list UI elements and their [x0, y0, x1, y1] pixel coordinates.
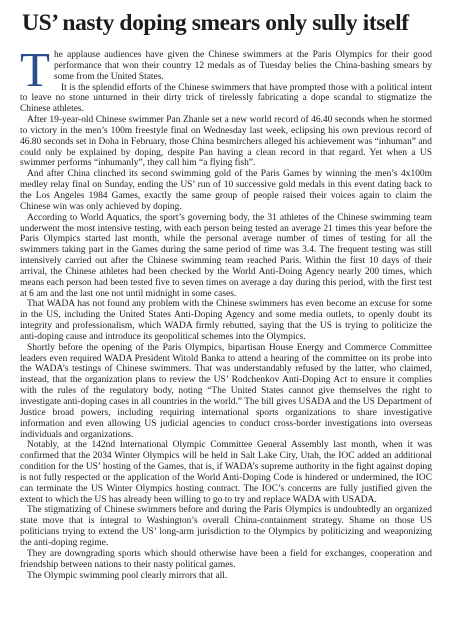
paragraph-2: It is the splendid efforts of the Chinese swimmers that have prompted those with a political intent to leave no stone unturned in their dirty trick of tirelessly fabricating a dope scandal to stigmatize the Chinese athletes.: [20, 82, 432, 115]
paragraph-4: And after China clinched its second swimming gold of the Paris Games by winning the men’s 4x100m medley relay final on Sunday, ending the US’ run of 10 successive gold medals in this event dating back to the Los Angeles 1984 Games, exactly the same group of people raised their voices again to claim the Chinese win was only achieved by doping.: [20, 169, 432, 212]
paragraph-1: [20, 42, 432, 97]
paragraph-1-text: he applause audiences have given the Chinese swimmers at the Paris Olympics for their good performance that won their country 12 medals as of Tuesday belies the China-bashing smears by some from the United States.: [53, 50, 432, 82]
paragraph-3: After 19-year-old Chinese swimmer Pan Zhanle set a new world record of 46.40 seconds when he stormed to victory in the men’s 100m freestyle final on Wednesday last week, eclipsing his own previous record of 46.80 seconds set in Doha in February, those China besmirchers alleged his achievement was “inhuman” and could only be explained by doping, despite Pan having a clean record in that regard. Yet when a US swimmer performs “inhumanly”, they call him “a flying fish”.: [20, 115, 432, 169]
paragraph-10: They are downgrading sports which should otherwise have been a field for exchanges, cooperation and friendship between nations to their nasty political games.: [20, 548, 432, 570]
paragraph-9: The stigmatizing of Chinese swimmers before and during the Paris Olympics is undoubtedly an organized state move that is integral to Washington’s overall China-containment strategy. Shame on those US politicians trying to extend the US’ long-arm jurisdiction to the Olympics by politicizing and weaponizing the anti-doping regime.: [20, 505, 432, 548]
paragraph-11: The Olympic swimming pool clearly mirrors that all.: [27, 570, 228, 581]
paragraph-5: According to World Aquatics, the sport’s governing body, the 31 athletes of the Chinese swimming team underwent the most intensive testing, with each person being tested an average 21 times this year before the Paris Olympics started last month, while the personal average number of times of testing for all the swimmers taking part in the Games during the same period of time was 3.4. The frequent testing was still intensively carried out after the Chinese swimming team reached Paris. Within the first 10 days of their arrival, the Chinese athletes had been checked by the World Anti-Doing Agency nearly 200 times, which means each person had been tested five to seven times on average a day during this period, with the first test at 6 am and the last one not until midnight in some cases.: [20, 212, 432, 299]
drop-cap: T: [20, 42, 50, 97]
article-body: [20, 42, 432, 581]
paragraph-7: Shortly before the opening of the Paris Olympics, bipartisan House Energy and Commerce Committee leaders even required WADA President Witold Banka to attend a hearing of the committee on its probe into the WADA’s testings of Chinese swimmers. That was understandably refused by the latter, who claimed, instead, that the organization plans to review the US’ Rodchenkov Anti-Doping Act to ensure it complies with the rules of the regulatory body, noting “The United States cannot give themselves the right to investigate anti-doping cases in all countries in the world.” The bill gives USADA and the US Department of Justice broad powers, including requiring international sports organizations to share investigative information and even allowing US judicial agencies to conduct cross-border investigations into overseas individuals and organizations.: [20, 342, 432, 440]
paragraph-8: Notably, at the 142nd International Olympic Committee General Assembly last month, when it was confirmed that the 2034 Winter Olympics will be held in Salt Lake City, Utah, the IOC added an additional condition for the US’ hosting of the Games, that is, if WADA’s supreme authority in the fight against doping is not fully respected or the application of the World Anti-Doping Code is hindered or undermined, the IOC can terminate the US Winter Olympics hosting contract. The IOC’s concerns are fully justified given the extent to which the US has already been willing to go to try and replace WADA with USADA.: [20, 440, 432, 505]
paragraph-6: That WADA has not found any problem with the Chinese swimmers has even become an excuse for some in the US, including the United States Anti-Doping Agency and some media outlets, to openly doubt its integrity and professionalism, which WADA firmly rebutted, saying that the US is trying to politicize the anti-doping cause and introduce its geopolitical schemes into the Olympics.: [20, 299, 432, 342]
headline: US’ nasty doping smears only sully itself: [22, 10, 409, 36]
